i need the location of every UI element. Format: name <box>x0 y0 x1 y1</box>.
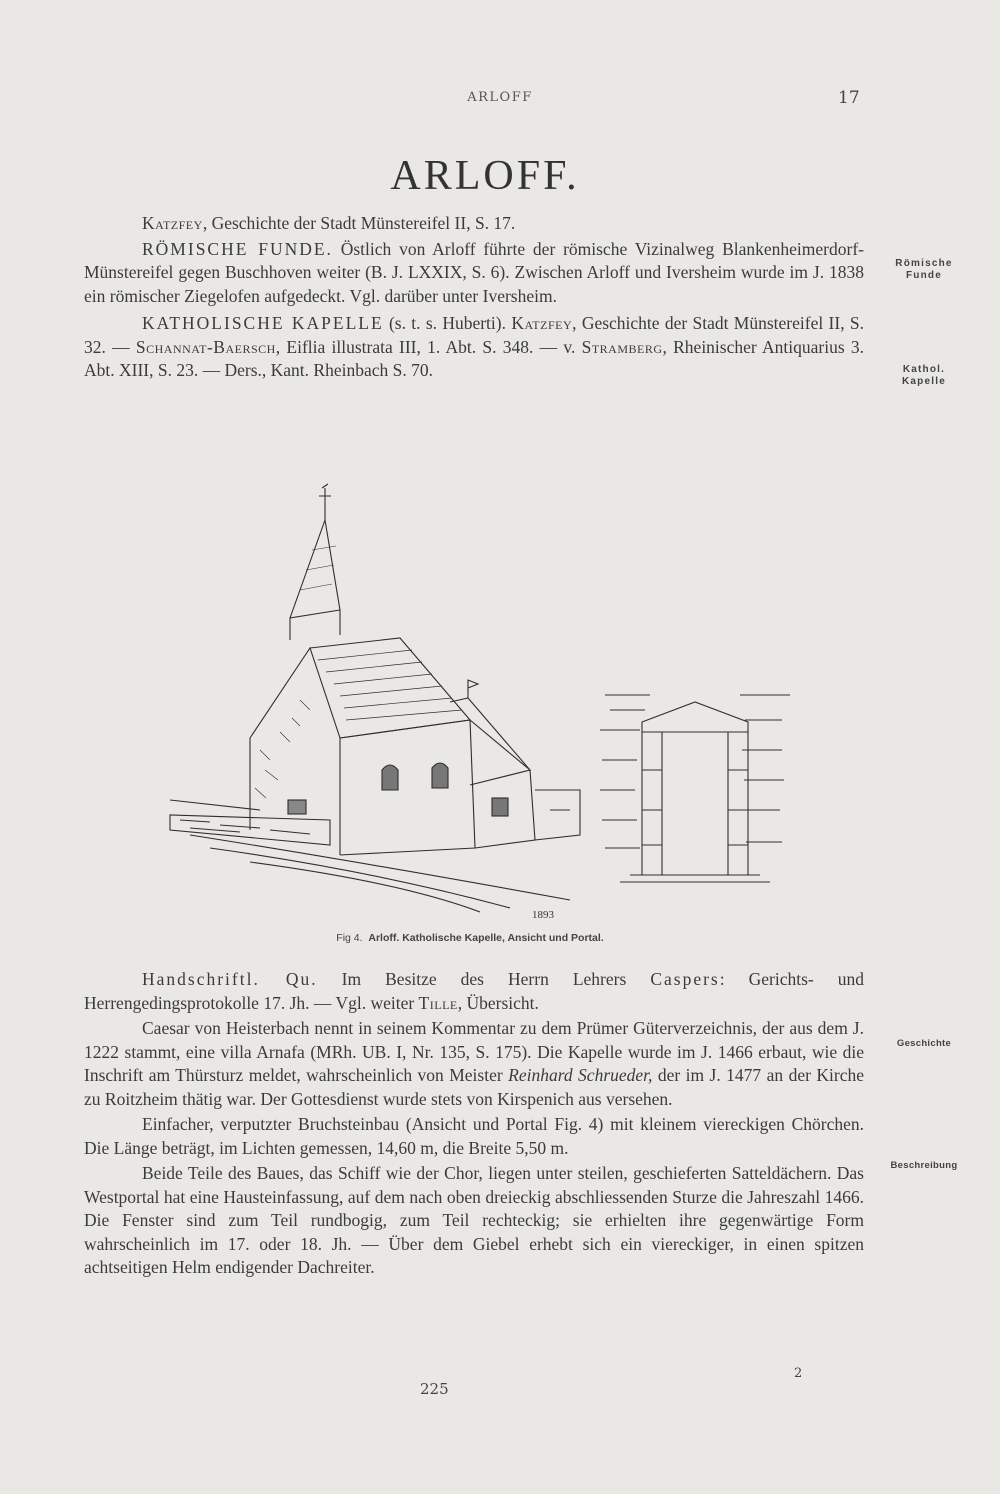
text-block-upper <box>84 212 864 383</box>
spire <box>290 520 340 618</box>
description-paragraph-2: Beide Teile des Baues, das Schiff wie der Chor, liegen unter steilen, geschieferten Satteldächern. Das Westportal hat eine Hausteinfassung, auf dem nach oben dreieckig abschliessenden Sturze die Jahreszahl 1466. Die Fenster sind zum Teil rundbogig, zum Teil rechteckig; sie erhielten ihre gegenwärtige Form wahrscheinlich im 17. oder 18. Jh. — Über dem Giebel erhebt sich ein viereckiger, in einen spitzen achtseitigen Helm endigender Dachreiter. <box>84 1163 864 1277</box>
portal-drawing <box>600 695 790 882</box>
chapel-paragraph: KATHOLISCHE KAPELLE (s. t. s. Huberti). Katzfey, Geschichte der Stadt Münstereifel II, S. 32. — Schannat-Baersch, Eiflia illustrata III, 1. Abt. S. 348. — v. Stramberg, Rheinischer Antiquarius 3. Abt. XIII, S. 23. — Ders., Kant. Rheinbach S. 70. <box>84 313 865 380</box>
signature-mark: 2 <box>794 1366 803 1381</box>
section-heading-roman: RÖMISCHE FUNDE. <box>142 238 333 259</box>
chapel-illustration <box>150 470 790 920</box>
description-paragraph-1: Einfacher, verputzter Bruchsteinbau (Ansicht und Portal Fig. 4) mit kleinem viereckigen Chörchen. Die Länge beträgt, im Lichten gemessen, 14,60 m, die Breite 5,50 m. <box>84 1114 864 1158</box>
manuscript-sources-paragraph: Handschriftl. Qu. Im Besitze des Herrn Lehrers Caspers: Gerichts- und Herrengedingsprotokolle 17. Jh. — Vgl. weiter Tille, Übersicht. <box>84 969 864 1013</box>
margin-note-roman: Römische Funde <box>895 258 953 281</box>
figure-caption: Fig 4. Arloff. Katholische Kapelle, Ansicht und Portal. <box>336 932 604 944</box>
chapter-title: ARLOFF. <box>390 153 580 199</box>
history-paragraph: Caesar von Heisterbach nennt in seinem Kommentar zu dem Prümer Güterverzeichnis, der aus dem J. 1222 stammt, eine villa Arnafa (MRh. UB. I, Nr. 135, S. 175). Die Kapelle wurde im J. 1466 erbaut, wie die Inschrift am Thürsturz meldet, wahrscheinlich von Meister Reinhard Schrueder, der im J. 1477 an der Kirche zu Roitzheim thätig war. Der Gottesdienst wurde stets von Kirspenich aus versehen. <box>84 1018 864 1109</box>
page-number-bottom: 225 <box>420 1380 449 1398</box>
author-katzfey: Katzfey <box>142 213 203 233</box>
artist-mark: 1893 <box>532 909 554 920</box>
text-block-lower <box>84 968 864 1280</box>
literature-paragraph: Katzfey, Geschichte der Stadt Münstereifel II, S. 17. <box>142 213 516 233</box>
roman-finds-paragraph: RÖMISCHE FUNDE. Östlich von Arloff führte der römische Vizinalweg Blankenheimerdorf-Münstereifel gegen Buschhoven weiter (B. J. LXXIX, S. 6). Zwischen Arloff und Iversheim wurde im J. 1838 ein römischer Ziegelofen aufgedeckt. Vgl. darüber unter Iversheim. <box>84 238 864 306</box>
margin-note-history: Geschichte <box>896 1038 952 1049</box>
margin-note-chapel: Kathol. Kapelle <box>902 364 946 387</box>
section-heading-chapel: KATHOLISCHE KAPELLE <box>142 313 384 333</box>
page-number-top: 17 <box>838 88 860 108</box>
running-head: ARLOFF <box>467 90 533 105</box>
margin-note-description: Beschreibung <box>890 1160 958 1171</box>
gable-wall <box>250 648 340 855</box>
